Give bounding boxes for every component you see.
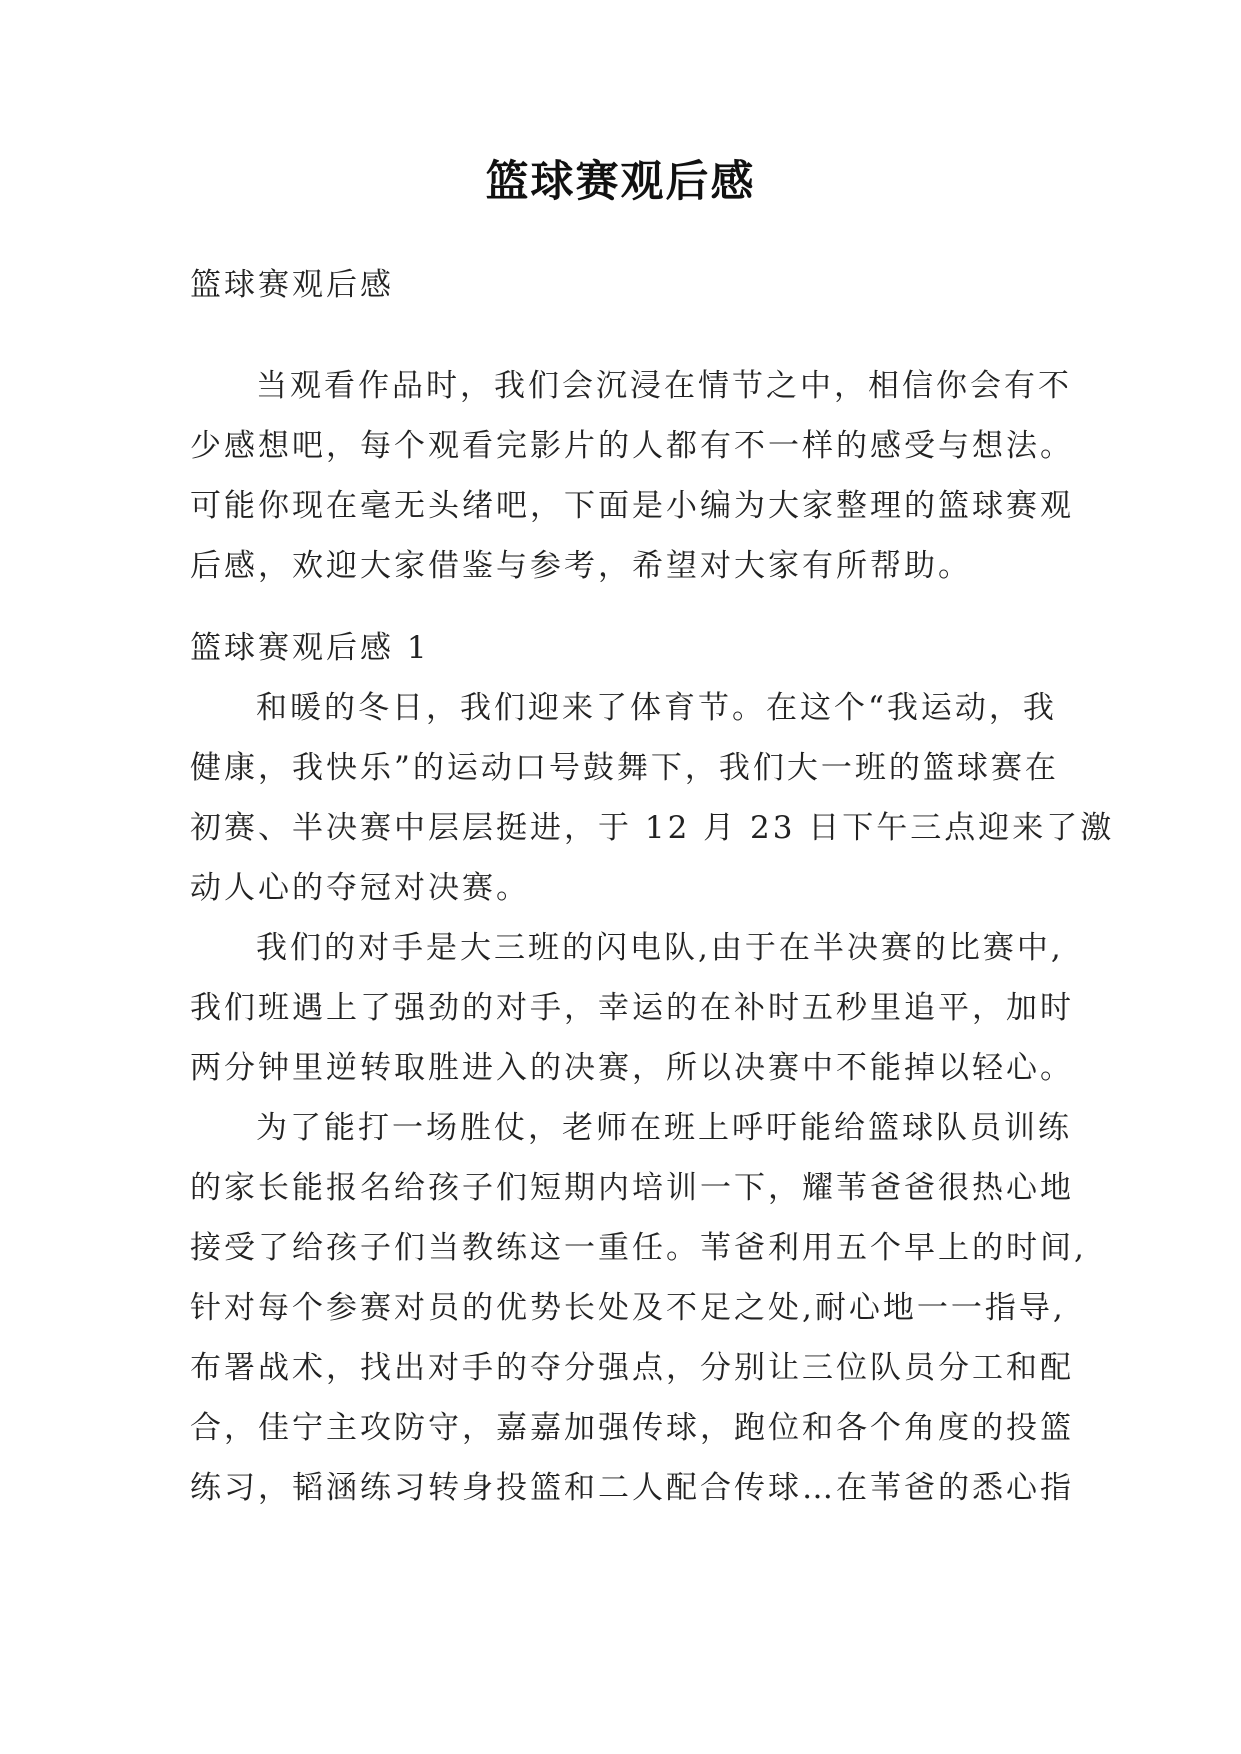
document-subtitle: 篮球赛观后感 bbox=[190, 267, 394, 303]
paragraph-line: 我们的对手是大三班的闪电队,由于在半决赛的比赛中, bbox=[256, 930, 1064, 966]
paragraph-line: 针对每个参赛对员的优势长处及不足之处,耐心地一一指导, bbox=[190, 1290, 1066, 1326]
section-heading: 篮球赛观后感 1 bbox=[190, 630, 430, 666]
paragraph-1 bbox=[190, 678, 1115, 918]
document-title: 篮球赛观后感 bbox=[485, 157, 756, 207]
intro-line: 后感，欢迎大家借鉴与参考，希望对大家有所帮助。 bbox=[190, 548, 972, 584]
paragraph-line: 为了能打一场胜仗，老师在班上呼吁能给篮球队员训练 bbox=[256, 1110, 1072, 1146]
paragraph-line: 动人心的夺冠对决赛。 bbox=[190, 870, 530, 906]
intro-line: 当观看作品时，我们会沉浸在情节之中，相信你会有不 bbox=[256, 368, 1072, 404]
paragraph-2 bbox=[190, 918, 1074, 1098]
intro-paragraph bbox=[190, 356, 1074, 596]
paragraph-line: 接受了给孩子们当教练这一重任。苇爸利用五个早上的时间, bbox=[190, 1230, 1087, 1266]
paragraph-line: 和暖的冬日，我们迎来了体育节。在这个“我运动，我 bbox=[256, 690, 1057, 726]
paragraph-line: 合，佳宁主攻防守，嘉嘉加强传球，跑位和各个角度的投篮 bbox=[190, 1410, 1074, 1446]
paragraph-line: 的家长能报名给孩子们短期内培训一下，耀苇爸爸很热心地 bbox=[190, 1170, 1074, 1206]
paragraph-line: 布署战术，找出对手的夺分强点，分别让三位队员分工和配 bbox=[190, 1350, 1074, 1386]
paragraph-3 bbox=[190, 1098, 1087, 1518]
paragraph-line: 健康，我快乐”的运动口号鼓舞下，我们大一班的篮球赛在 bbox=[190, 750, 1059, 786]
intro-line: 少感想吧，每个观看完影片的人都有不一样的感受与想法。 bbox=[190, 428, 1074, 464]
intro-line: 可能你现在毫无头绪吧，下面是小编为大家整理的篮球赛观 bbox=[190, 488, 1074, 524]
paragraph-line: 初赛、半决赛中层层挺进，于 12 月 23 日下午三点迎来了激 bbox=[190, 810, 1115, 846]
paragraph-line: 我们班遇上了强劲的对手，幸运的在补时五秒里追平，加时 bbox=[190, 990, 1074, 1026]
paragraph-line: 练习，韬涵练习转身投篮和二人配合传球…在苇爸的悉心指 bbox=[190, 1470, 1074, 1506]
paragraph-line: 两分钟里逆转取胜进入的决赛，所以决赛中不能掉以轻心。 bbox=[190, 1050, 1074, 1086]
